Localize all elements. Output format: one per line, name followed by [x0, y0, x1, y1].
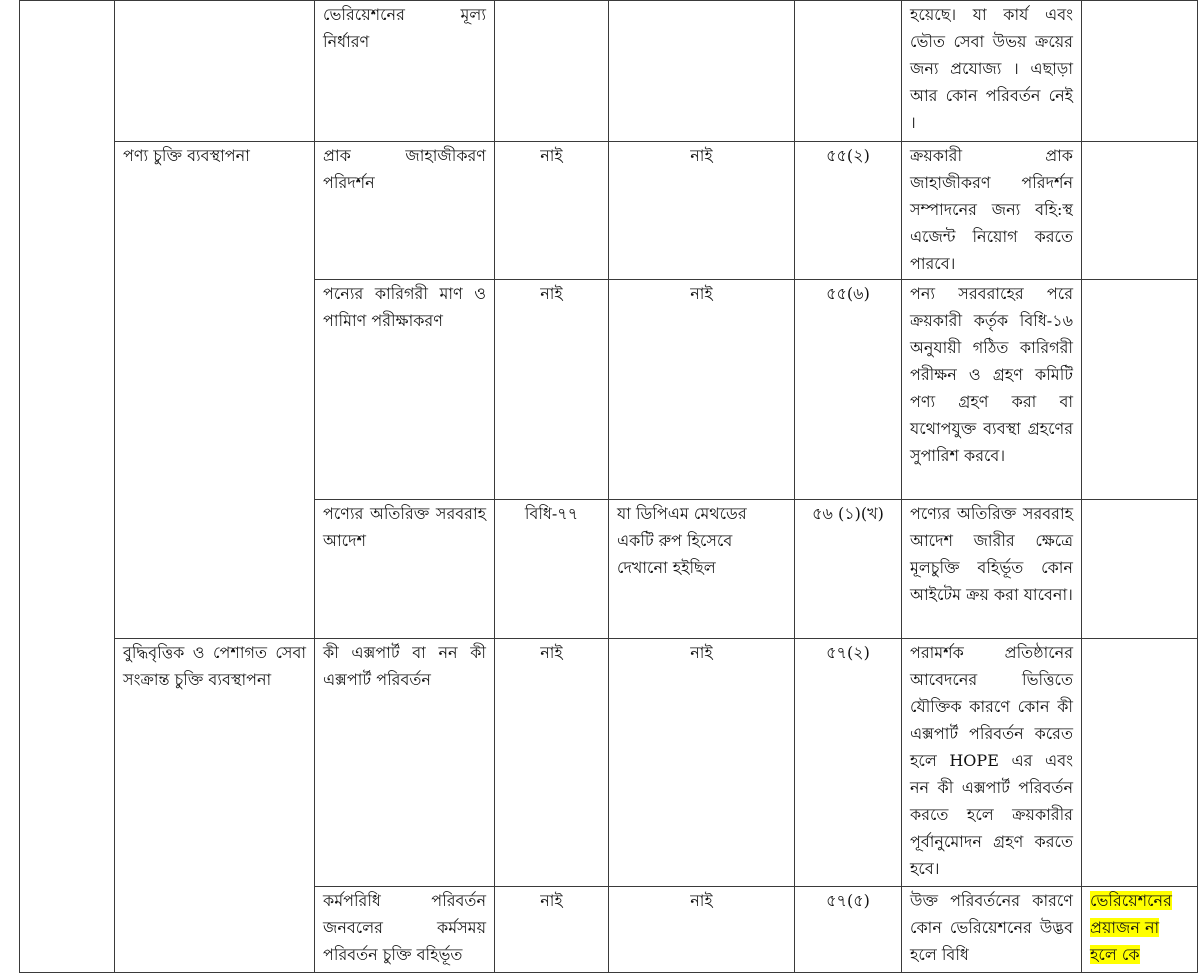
remark-cell — [1082, 1, 1198, 142]
new-rule-cell — [795, 1, 902, 142]
previous-description-cell: নাই — [609, 142, 795, 280]
new-description-cell: পন্য সরবরাহের পরে ক্রয়কারী কর্তৃক বিধি-১৬ অনুযায়ী গঠিত কারিগরী পরীক্ষন ও গ্রহণ কমিটি পণ্য গ্রহণ করা বা যথোপযুক্ত ব্যবস্থা গ্রহণের সুপারিশ করবে। — [902, 280, 1082, 500]
new-rule-cell: ৫৫(৬) — [795, 280, 902, 500]
category-cell: বুদ্ধিবৃত্তিক ও পেশাগত সেবা সংক্রান্ত চুক্তি ব্যবস্থাপনা — [115, 639, 315, 973]
previous-rule-cell: নাই — [495, 280, 609, 500]
procurement-rules-table — [19, 0, 1198, 973]
remark-cell — [1082, 500, 1198, 639]
new-description-cell: হয়েছে। যা কার্য এবং ভৌত সেবা উভয় ক্রয়ের জন্য প্রযোজ্য । এছাড়া আর কোন পরিবর্তন নেই । — [902, 1, 1082, 142]
new-description-cell: পরামর্শক প্রতিষ্ঠানের আবেদনের ভিত্তিতে যৌক্তিক কারণে কোন কী এক্সপার্ট পরিবর্তন করেত হলে HOPE এর এবং নন কী এক্সপার্ট পরিবর্তন করতে হলে ক্রয়কারীর পূর্বানুমোদন গ্রহণ করতে হবে। — [902, 639, 1082, 887]
previous-description-cell: নাই — [609, 280, 795, 500]
previous-description-cell — [609, 1, 795, 142]
new-description-cell: পণ্যের অতিরিক্ত সরবরাহ আদেশ জারীর ক্ষেত্রে মূলচুক্তি বহির্ভূত কোন আইটেম ক্রয় করা যাবেনা। — [902, 500, 1082, 639]
remark-cell — [1082, 887, 1198, 973]
table-row — [20, 142, 1198, 280]
previous-rule-cell: নাই — [495, 639, 609, 887]
category-cell — [115, 1, 315, 142]
category-cell: পণ্য চুক্তি ব্যবস্থাপনা — [115, 142, 315, 639]
new-rule-cell: ৫৫(২) — [795, 142, 902, 280]
previous-rule-cell — [495, 1, 609, 142]
new-rule-cell: ৫৬ (১)(খ) — [795, 500, 902, 639]
previous-rule-cell: নাই — [495, 142, 609, 280]
previous-rule-cell: বিধি-৭৭ — [495, 500, 609, 639]
remark-cell — [1082, 142, 1198, 280]
subject-cell: কী এক্সপার্ট বা নন কী এক্সপার্ট পরিবর্তন — [315, 639, 495, 887]
table-row — [20, 639, 1198, 887]
previous-description-cell: নাই — [609, 887, 795, 973]
remark-cell — [1082, 639, 1198, 887]
table-row — [20, 1, 1198, 142]
subject-cell: পন্যের কারিগরী মাণ ও পামািণ পরীক্ষাকরণ — [315, 280, 495, 500]
previous-rule-cell: নাই — [495, 887, 609, 973]
new-description-cell: ক্রয়কারী প্রাক জাহাজীকরণ পরিদর্শন সম্পাদনের জন্য বহি:স্থ এজেন্ট নিয়োগ করতে পারবে। — [902, 142, 1082, 280]
previous-description-cell: যা ডিপিএম মেথডের একটি রুপ হিসেবে দেখানো হইছিল — [609, 500, 795, 639]
subject-cell: কর্মপরিধি পরিবর্তন জনবলের কর্মসময় পরিবর্তন চুক্তি বহির্ভূত — [315, 887, 495, 973]
previous-description-cell: নাই — [609, 639, 795, 887]
margin-cell — [20, 1, 115, 973]
new-description-cell: উক্ত পরিবর্তনের কারণে কোন ভেরিয়েশনের উদ্ভব হলে বিধি — [902, 887, 1082, 973]
remark-cell — [1082, 280, 1198, 500]
new-rule-cell: ৫৭(২) — [795, 639, 902, 887]
subject-cell: পণ্যের অতিরিক্ত সরবরাহ আদেশ — [315, 500, 495, 639]
highlighted-remark: ভেরিয়েশনের প্রয়াজন না হলে কে — [1090, 891, 1172, 964]
new-rule-cell: ৫৭(৫) — [795, 887, 902, 973]
subject-cell: ভেরিয়েশনের মূল্য নির্ধারণ — [315, 1, 495, 142]
subject-cell: প্রাক জাহাজীকরণ পরিদর্শন — [315, 142, 495, 280]
